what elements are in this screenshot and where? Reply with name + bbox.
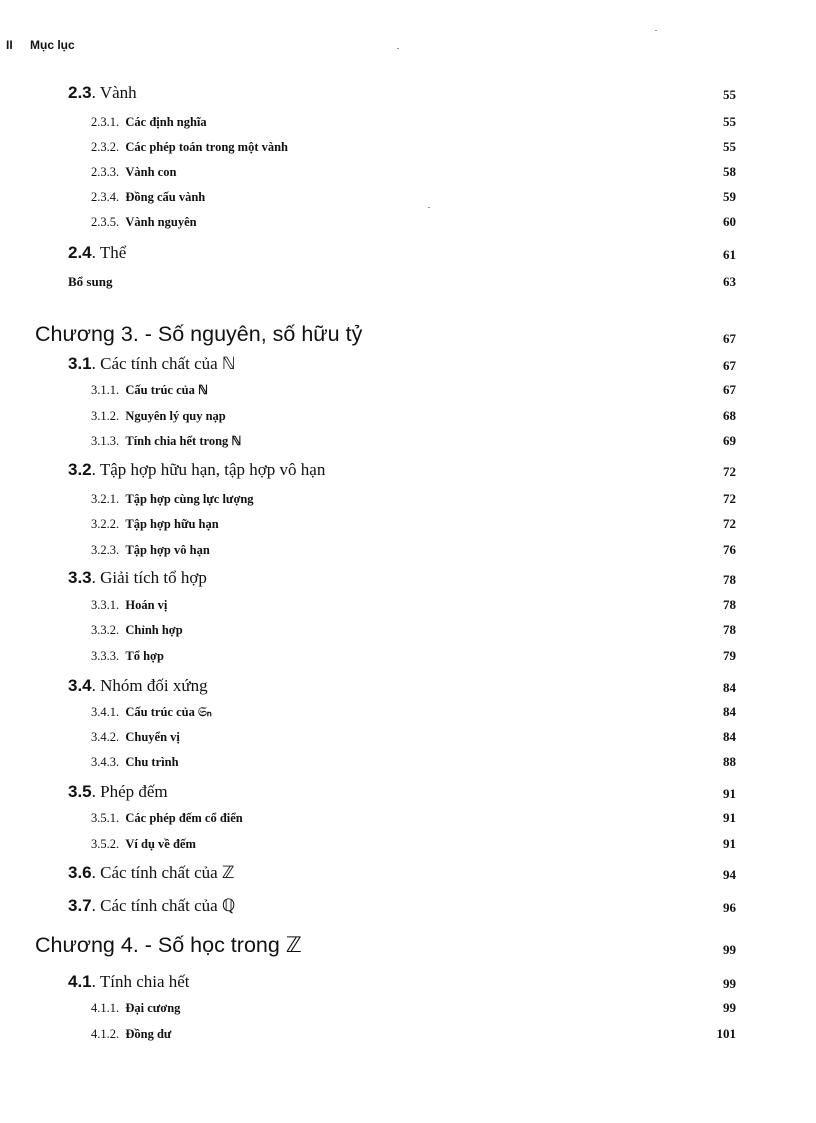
toc-section — [0, 83, 816, 103]
scan-speck — [397, 48, 399, 49]
page-number: 67 — [723, 331, 736, 346]
page-number: 78 — [723, 622, 736, 637]
subsection-label: Chu trình — [125, 755, 179, 769]
page-number: 78 — [723, 597, 736, 612]
page-number: 59 — [723, 189, 736, 204]
entry-title — [35, 322, 362, 347]
page-number: 72 — [723, 516, 736, 531]
subsection-label: Chỉnh hợp — [125, 623, 183, 637]
page-number: 79 — [723, 648, 736, 663]
page-number: 101 — [716, 1026, 736, 1041]
entry-title — [68, 274, 112, 290]
page-number: 91 — [723, 810, 736, 825]
entry-title — [91, 837, 196, 852]
toc-subsection — [0, 725, 816, 745]
page-number: 68 — [723, 408, 736, 423]
subsection-label: Cấu trúc của ℕ — [125, 383, 208, 397]
toc-subsection — [0, 832, 816, 852]
entry-title — [91, 623, 183, 638]
page-number: 55 — [723, 87, 736, 102]
entry-title — [91, 190, 205, 205]
subsection-number: 3.5.2. — [91, 837, 120, 851]
entry-title — [91, 730, 180, 745]
subsection-number: 3.1.2. — [91, 409, 120, 423]
subsection-label: Đồng dư — [125, 1027, 172, 1041]
toc-subsection — [0, 160, 816, 180]
toc-subsection — [0, 700, 816, 720]
section-label: Phép đếm — [100, 782, 168, 801]
toc-subsection — [0, 135, 816, 155]
toc-subsection — [0, 487, 816, 507]
toc-section — [0, 896, 816, 916]
subsection-number: 3.3.2. — [91, 623, 120, 637]
subsection-number: 4.1.1. — [91, 1001, 120, 1015]
toc-subsection — [0, 404, 816, 424]
subsection-label: Đồng cấu vành — [125, 190, 206, 204]
subsection-number: 3.2.2. — [91, 517, 120, 531]
toc-subsection — [0, 378, 816, 398]
page-number: 91 — [723, 786, 736, 801]
subsection-number: 3.4.2. — [91, 730, 120, 744]
entry-title — [91, 115, 207, 130]
section-label: Các tính chất của ℚ — [100, 896, 236, 915]
toc-subsection — [0, 110, 816, 130]
chapter-label: Chương 3. - Số nguyên, số hữu tỷ — [35, 322, 363, 346]
section-number: 3.1 — [68, 354, 92, 373]
entry-title: 3.3. Giải tích tổ hợp — [68, 568, 207, 587]
section-number: 3.5 — [68, 782, 92, 801]
entry-title — [91, 382, 208, 398]
page-number: 84 — [723, 680, 736, 695]
page-number: 55 — [723, 114, 736, 129]
subsection-label: Ví dụ về đếm — [125, 837, 196, 851]
section-number: 3.4 — [68, 676, 92, 695]
entry-title: 3.1. Các tính chất của ℕ — [68, 354, 236, 373]
page-number: 88 — [723, 754, 736, 769]
entry-title — [91, 215, 197, 230]
scan-speck — [655, 30, 657, 31]
section-number: 3.7 — [68, 896, 92, 915]
entry-title — [91, 704, 212, 720]
page-number: 61 — [723, 247, 736, 262]
entry-title — [91, 433, 241, 449]
section-label: Vành — [99, 83, 137, 102]
section-label: Tính chia hết — [99, 972, 190, 991]
scan-speck — [428, 207, 430, 208]
page-number: 94 — [723, 867, 736, 882]
page-number: 69 — [723, 433, 736, 448]
subsection-number: 3.4.3. — [91, 755, 120, 769]
subsection-label: Các phép toán trong một vành — [125, 140, 289, 154]
entry-title: 4.1. Tính chia hết — [68, 972, 190, 991]
entry-title: 3.6. Các tính chất của ℤ — [68, 863, 235, 882]
entry-title — [91, 1001, 180, 1016]
section-label: Thể — [99, 243, 127, 262]
page-number: 91 — [723, 836, 736, 851]
section-label: Các tính chất của ℤ — [100, 863, 235, 882]
toc-subsection — [0, 593, 816, 613]
toc-subsection — [0, 644, 816, 664]
entry-title — [91, 409, 226, 424]
subsection-number: 2.3.5. — [91, 215, 120, 229]
toc-subsection — [0, 750, 816, 770]
toc-subsection — [0, 996, 816, 1016]
subsection-label: Hoán vị — [125, 598, 168, 612]
subsection-label: Vành nguyên — [125, 215, 197, 229]
subsection-label: Tập hợp cùng lực lượng — [125, 492, 254, 506]
entry-title — [91, 811, 243, 826]
section-label: Các tính chất của ℕ — [100, 354, 236, 373]
subsection-label: Tập hợp vô hạn — [125, 543, 210, 557]
subsection-number: 2.3.2. — [91, 140, 120, 154]
entry-title — [91, 517, 219, 532]
entry-title: 3.7. Các tính chất của ℚ — [68, 896, 236, 915]
entry-title — [91, 755, 179, 770]
entry-title — [91, 165, 176, 180]
toc-section — [0, 972, 816, 992]
subsection-number: 2.3.3. — [91, 165, 120, 179]
section-number: 2.4 — [68, 243, 92, 262]
entry-title — [91, 598, 167, 613]
page-number: 63 — [723, 274, 736, 289]
subsection-number: 4.1.2. — [91, 1027, 120, 1041]
subsection-label: Vành con — [125, 165, 177, 179]
toc-subsection — [0, 185, 816, 205]
entry-title — [91, 492, 254, 507]
page-number: 99 — [723, 1000, 736, 1015]
page-number: 84 — [723, 704, 736, 719]
toc-section — [0, 782, 816, 802]
subsection-label: Đại cương — [125, 1001, 181, 1015]
toc-section — [0, 354, 816, 374]
toc-chapter — [0, 322, 816, 347]
section-number: 3.3 — [68, 568, 92, 587]
subsection-label: Cấu trúc của 𝔖ₙ — [125, 705, 212, 719]
subsection-number: 3.2.3. — [91, 543, 120, 557]
subsection-label: Nguyên lý quy nạp — [125, 409, 226, 423]
page-number: 55 — [723, 139, 736, 154]
subsection-label: Các phép đếm cổ điển — [125, 811, 243, 825]
subsection-number: 2.3.1. — [91, 115, 120, 129]
toc-section — [0, 863, 816, 883]
toc-subsection — [0, 806, 816, 826]
toc-section — [0, 460, 816, 480]
toc-chapter — [0, 933, 816, 958]
section-number: 3.2 — [68, 460, 92, 479]
page-number: 67 — [723, 358, 736, 373]
subsection-label: Các định nghĩa — [125, 115, 207, 129]
section-number: 3.6 — [68, 863, 92, 882]
subsection-label: Chuyển vị — [125, 730, 180, 744]
subsection-number: 3.1.1. — [91, 383, 120, 397]
page-number: 99 — [723, 942, 736, 957]
entry-title: 3.5. Phép đếm — [68, 782, 168, 801]
toc-section — [0, 676, 816, 696]
entry-title — [91, 140, 288, 155]
entry-title: 2.3. Vành — [68, 83, 137, 102]
page-number: 72 — [723, 491, 736, 506]
page-number: 72 — [723, 464, 736, 479]
toc-entry — [0, 270, 816, 290]
toc-subsection — [0, 618, 816, 638]
toc-subsection — [0, 429, 816, 449]
running-header — [6, 38, 75, 52]
section-number: 4.1 — [68, 972, 92, 991]
subsection-number: 3.4.1. — [91, 705, 120, 719]
entry-title — [35, 933, 302, 958]
header-title: Mục lục — [30, 38, 75, 52]
section-label: Giải tích tổ hợp — [100, 568, 207, 587]
toc-section — [0, 243, 816, 263]
section-label: Nhóm đối xứng — [100, 676, 208, 695]
toc-subsection — [0, 1022, 816, 1042]
toc-subsection — [0, 512, 816, 532]
entry-title: 3.4. Nhóm đối xứng — [68, 676, 208, 695]
entry-title — [91, 649, 164, 664]
subsection-number: 3.3.3. — [91, 649, 120, 663]
subsection-label: Tập hợp hữu hạn — [125, 517, 219, 531]
entry-label: Bổ sung — [68, 274, 113, 289]
page-number: 76 — [723, 542, 736, 557]
subsection-number: 3.3.1. — [91, 598, 120, 612]
page-number: 78 — [723, 572, 736, 587]
subsection-label: Tính chia hết trong ℕ — [125, 434, 242, 448]
toc-section — [0, 568, 816, 588]
page-number: 58 — [723, 164, 736, 179]
page-number: 60 — [723, 214, 736, 229]
subsection-number: 3.2.1. — [91, 492, 120, 506]
page-number: 96 — [723, 900, 736, 915]
toc-subsection — [0, 210, 816, 230]
toc-subsection — [0, 538, 816, 558]
subsection-label: Tổ hợp — [125, 649, 164, 663]
section-label: Tập hợp hữu hạn, tập hợp vô hạn — [99, 460, 326, 479]
entry-title: 3.2. Tập hợp hữu hạn, tập hợp vô hạn — [68, 460, 326, 479]
section-number: 2.3 — [68, 83, 92, 102]
page-number: 67 — [723, 382, 736, 397]
page-number: 84 — [723, 729, 736, 744]
header-page-number: II — [6, 38, 13, 52]
entry-title — [91, 1027, 171, 1042]
subsection-number: 3.5.1. — [91, 811, 120, 825]
entry-title: 2.4. Thể — [68, 243, 127, 262]
page-number: 99 — [723, 976, 736, 991]
entry-title — [91, 543, 210, 558]
chapter-label: Chương 4. - Số học trong ℤ — [35, 933, 302, 957]
subsection-number: 2.3.4. — [91, 190, 120, 204]
subsection-number: 3.1.3. — [91, 434, 120, 448]
